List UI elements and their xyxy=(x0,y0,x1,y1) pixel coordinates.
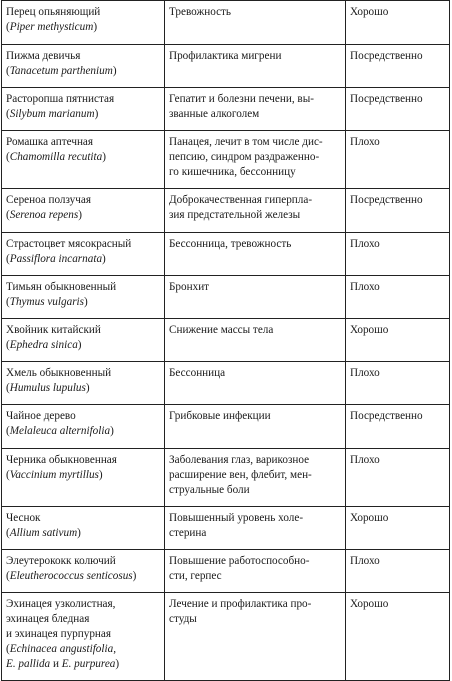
indication-text: зия предстательной железы xyxy=(169,209,301,221)
plant-name: Сереноа ползучая xyxy=(6,194,91,206)
indication-cell xyxy=(165,1,346,45)
plant-name: Хвойник китайский xyxy=(6,324,101,336)
rating-cell xyxy=(346,276,450,319)
rating-text: Плохо xyxy=(350,454,380,466)
latin-name: E. purpurea xyxy=(61,658,116,670)
latin-name: Serenoa repens xyxy=(9,209,79,221)
table-row xyxy=(2,449,450,507)
plant-name: Чеснок xyxy=(6,512,41,524)
rating-text: Хорошо xyxy=(350,324,389,336)
latin-name: Tanacetum parthenium xyxy=(9,65,113,77)
table-row xyxy=(2,507,450,550)
latin-name: Humulus lupulus xyxy=(9,382,86,394)
table-row xyxy=(2,233,450,276)
rating-text: Хорошо xyxy=(350,6,389,18)
table-row xyxy=(2,45,450,88)
rating-cell xyxy=(346,45,450,88)
rating-cell xyxy=(346,405,450,449)
rating-cell xyxy=(346,362,450,405)
indication-text: Повышение работоспособно- xyxy=(169,555,310,567)
plant-cell: Сереноа ползучая (Serenoa repens) xyxy=(2,189,165,233)
plant-name: Ромашка аптечная xyxy=(6,136,94,148)
plant-name-extra: и эхинацея пурпурная xyxy=(6,628,112,640)
latin-name: Allium sativum xyxy=(9,527,78,539)
latin-name: Vaccinium myrtillus xyxy=(9,469,99,481)
rating-cell xyxy=(346,233,450,276)
plant-name-extra: эхинацея бледная xyxy=(6,613,90,625)
latin-name: Eleutherococcus senticosus xyxy=(9,570,133,582)
latin-conjunction: и xyxy=(52,658,59,670)
indication-cell xyxy=(165,362,346,405)
plant-name: Тимьян обыкновенный xyxy=(6,281,117,293)
indication-text: Гепатит и болезни печени, вы- xyxy=(169,93,314,105)
rating-cell xyxy=(346,1,450,45)
indication-cell xyxy=(165,550,346,593)
indication-cell xyxy=(165,88,346,131)
plant-cell: Страстоцвет мясокрасный (Passiflora incarnata) xyxy=(2,233,165,276)
latin-name: Echinacea angustifolia, xyxy=(9,643,116,655)
plant-cell: Ромашка аптечная (Chamomilla recutita) xyxy=(2,131,165,189)
rating-text: Плохо xyxy=(350,555,380,567)
table-row xyxy=(2,131,450,189)
table-body xyxy=(2,1,450,681)
plant-cell: Эхинацея узколистная, эхинацея бледная и эхинацея пурпурная (Echinacea angustifolia, E. pallida и E. purpurea) xyxy=(2,593,165,681)
indication-text: студы xyxy=(169,613,197,625)
indication-text: Грибковые инфекции xyxy=(169,410,271,422)
plant-cell: Пижма девичья (Tanacetum parthenium) xyxy=(2,45,165,88)
indication-cell xyxy=(165,507,346,550)
latin-name: Thymus vulgaris xyxy=(9,296,85,308)
latin-name: Silybum marianum xyxy=(9,108,95,120)
indication-cell xyxy=(165,405,346,449)
plant-name: Чайное дерево xyxy=(6,410,76,422)
indication-text: расширение вен, флебит, мен- xyxy=(169,469,312,481)
plant-cell: Хвойник китайский (Ephedra sinica) xyxy=(2,319,165,362)
indication-text: Доброкачественная гиперпла- xyxy=(169,194,313,206)
indication-text: Панацея, лечит в том числе дис- xyxy=(169,136,323,148)
table-row xyxy=(2,550,450,593)
rating-cell xyxy=(346,189,450,233)
rating-text: Плохо xyxy=(350,281,380,293)
indication-text: званные алкоголем xyxy=(169,108,260,120)
indication-cell xyxy=(165,319,346,362)
indication-cell xyxy=(165,233,346,276)
indication-text: Бессонница, тревожность xyxy=(169,238,292,250)
plant-name: Эхинацея узколистная, xyxy=(6,598,116,610)
herbal-remedies-table xyxy=(1,0,450,681)
table-row xyxy=(2,1,450,45)
rating-cell xyxy=(346,449,450,507)
rating-cell xyxy=(346,88,450,131)
table-row xyxy=(2,189,450,233)
plant-name: Расторопша пятнистая xyxy=(6,93,115,105)
plant-name: Перец опьяняющий xyxy=(6,6,101,18)
table-row xyxy=(2,276,450,319)
plant-cell: Тимьян обыкновенный (Thymus vulgaris) xyxy=(2,276,165,319)
rating-cell xyxy=(346,550,450,593)
plant-cell: Элеутерококк колючий (Eleutherococcus senticosus) xyxy=(2,550,165,593)
plant-cell: Хмель обыкновенный (Humulus lupulus) xyxy=(2,362,165,405)
plant-name: Черника обыкновенная xyxy=(6,454,117,466)
indication-text: стерина xyxy=(169,527,207,539)
table-row xyxy=(2,405,450,449)
plant-cell: Расторопша пятнистая (Silybum marianum) xyxy=(2,88,165,131)
plant-cell: Перец опьяняющий (Piper methysticum) xyxy=(2,1,165,45)
latin-name: Piper methysticum xyxy=(9,21,94,33)
plant-name: Пижма девичья xyxy=(6,50,81,62)
indication-cell xyxy=(165,276,346,319)
rating-text: Хорошо xyxy=(350,598,389,610)
rating-text: Посредственно xyxy=(350,93,423,105)
rating-text: Посредственно xyxy=(350,410,423,422)
indication-cell xyxy=(165,593,346,681)
latin-name: Chamomilla recutita xyxy=(9,151,103,163)
indication-text: Снижение массы тела xyxy=(169,324,274,336)
rating-text: Плохо xyxy=(350,136,380,148)
plant-name: Хмель обыкновенный xyxy=(6,367,112,379)
indication-text: Заболевания глаз, варикозное xyxy=(169,454,310,466)
indication-text: Профилактика мигрени xyxy=(169,50,282,62)
indication-text: струальные боли xyxy=(169,484,250,496)
indication-cell xyxy=(165,131,346,189)
plant-name: Страстоцвет мясокрасный xyxy=(6,238,132,250)
rating-cell xyxy=(346,593,450,681)
rating-cell xyxy=(346,507,450,550)
rating-text: Плохо xyxy=(350,238,380,250)
indication-text: Бронхит xyxy=(169,281,210,293)
plant-cell: Черника обыкновенная (Vaccinium myrtillus) xyxy=(2,449,165,507)
plant-cell: Чайное дерево (Melaleuca alternifolia) xyxy=(2,405,165,449)
table-row xyxy=(2,319,450,362)
table-row xyxy=(2,362,450,405)
indication-text: Лечение и профилактика про- xyxy=(169,598,312,610)
indication-cell xyxy=(165,189,346,233)
rating-cell xyxy=(346,319,450,362)
table-row xyxy=(2,88,450,131)
rating-text: Посредственно xyxy=(350,50,423,62)
indication-text: го кишечника, бессонницу xyxy=(169,166,296,178)
latin-name: Ephedra sinica xyxy=(9,339,78,351)
latin-name: Passiflora incarnata xyxy=(9,253,103,265)
table-row xyxy=(2,593,450,681)
rating-text: Хорошо xyxy=(350,512,389,524)
indication-cell xyxy=(165,45,346,88)
indication-text: Повышенный уровень холе- xyxy=(169,512,304,524)
latin-name: Melaleuca alternifolia xyxy=(9,425,111,437)
plant-cell: Чеснок (Allium sativum) xyxy=(2,507,165,550)
indication-cell xyxy=(165,449,346,507)
indication-text: Бессонница xyxy=(169,367,226,379)
indication-text: пепсию, синдром раздраженно- xyxy=(169,151,320,163)
rating-cell xyxy=(346,131,450,189)
indication-text: Тревожность xyxy=(169,6,232,18)
rating-text: Посредственно xyxy=(350,194,423,206)
latin-name: E. pallida xyxy=(6,658,51,670)
rating-text: Плохо xyxy=(350,367,380,379)
indication-text: сти, герпес xyxy=(169,570,222,582)
plant-name: Элеутерококк колючий xyxy=(6,555,116,567)
